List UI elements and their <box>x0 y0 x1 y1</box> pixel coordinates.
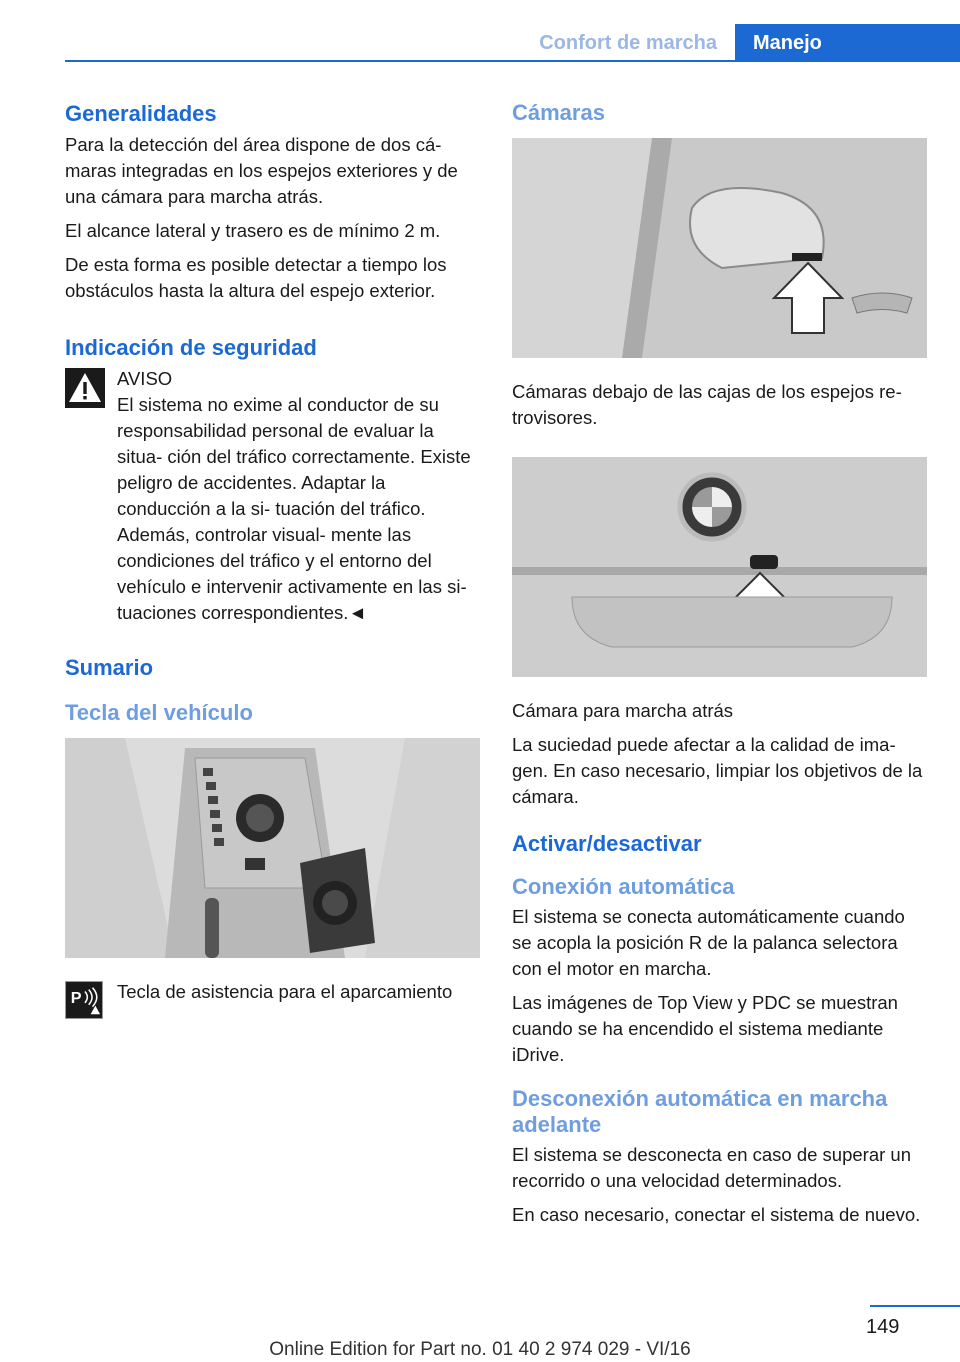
heading-sumario: Sumario <box>65 655 154 680</box>
paragraph-deteccion: Para la detección del área dispone de dos cá‐ maras integradas en los espejos exteriores y de una cámara para marcha atrás. <box>65 134 458 207</box>
heading-tecla-vehiculo: Tecla del vehículo <box>65 700 253 725</box>
heading-activar: Activar/desactivar <box>512 831 702 856</box>
section-tab-confort[interactable]: Confort de marcha <box>539 32 717 54</box>
warning-text: El sistema no exime al conductor de su responsabilidad personal de evaluar la situa‐ ción del tráfico correctamente. Existe peligro de accidentes. Adaptar la conducción a la si‐ tuación del tráfico. Además, controlar visual‐ mente las condiciones del tráfico y el entorno del vehículo e intervenir activamente en las si‐ tuaciones correspondientes.◄ <box>117 394 471 623</box>
heading-seguridad: Indicación de seguridad <box>65 335 317 360</box>
paragraph-desconexion-2: En caso necesario, conectar el sistema de nuevo. <box>512 1204 921 1225</box>
rear-camera-image <box>512 457 927 677</box>
warning-block <box>65 366 480 626</box>
parking-assist-icon <box>65 981 103 1019</box>
header-rule <box>65 60 960 62</box>
paragraph-obstaculos: De esta forma es posible detectar a tiempo los obstáculos hasta la altura del espejo exterior. <box>65 254 447 301</box>
heading-conexion: Conexión automática <box>512 874 735 899</box>
caption-mirror: Cámaras debajo de las cajas de los espejos re‐ trovisores. <box>512 381 902 428</box>
right-column <box>512 100 927 1236</box>
console-button-image <box>65 738 480 958</box>
heading-desconexion: Desconexión automática en marcha adelante <box>512 1086 888 1137</box>
left-column <box>65 100 480 1005</box>
footer-rule <box>870 1305 960 1307</box>
warning-title: AVISO <box>117 368 173 389</box>
caption-tecla: Tecla de asistencia para el aparcamiento <box>117 981 453 1002</box>
caption-tecla-row <box>65 979 480 1005</box>
paragraph-conexion-2: Las imágenes de Top View y PDC se muestran cuando se ha encendido el sistema mediante iDrive. <box>512 992 898 1065</box>
caption-rear: Cámara para marcha atrás <box>512 700 734 721</box>
heading-generalidades: Generalidades <box>65 101 217 126</box>
paragraph-conexion-1: El sistema se conecta automáticamente cuando se acopla la posición R de la palanca selectora con el motor en marcha. <box>512 906 905 979</box>
page-number: 149 <box>866 1316 900 1338</box>
edition-footer: Online Edition for Part no. 01 40 2 974 029 - VI/16 <box>269 1339 691 1360</box>
mirror-camera-image <box>512 138 927 358</box>
svg-text:P: P <box>70 988 82 1007</box>
heading-camaras: Cámaras <box>512 100 605 125</box>
paragraph-desconexion-1: El sistema se desconecta en caso de superar un recorrido o una velocidad determinados. <box>512 1144 912 1191</box>
warning-triangle-icon <box>65 368 105 408</box>
header-bar <box>0 24 960 62</box>
section-tab-manejo[interactable]: Manejo <box>735 24 960 62</box>
paragraph-alcance: El alcance lateral y trasero es de mínimo 2 m. <box>65 220 441 241</box>
paragraph-suciedad: La suciedad puede afectar a la calidad de ima‐ gen. En caso necesario, limpiar los objetivos de la cámara. <box>512 734 923 807</box>
